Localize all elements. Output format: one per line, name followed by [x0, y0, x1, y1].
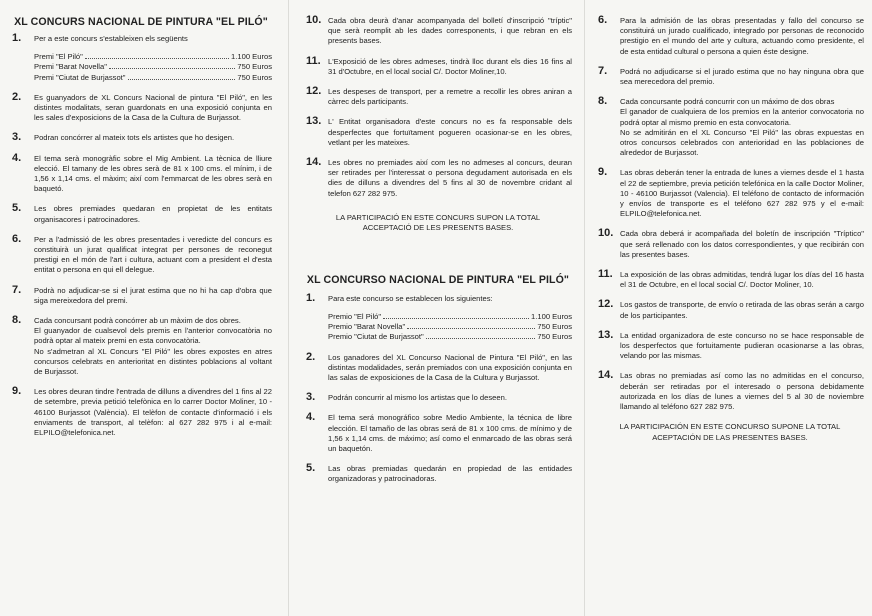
rule-text: Per a l'admissió de les obres presentades i veredicte del concurs es constituirà un jurat qualificat integrat per persones de reconegut prestigi en el món de l'art i cultura, actuant com a president el d'esta entitat o persona en qui ell delegue. — [34, 234, 272, 275]
spanish-rule-4 — [304, 413, 572, 454]
catalan-rule-8 — [10, 316, 272, 377]
rule-text: La exposición de las obras admitidas, tendrá lugar los días del 16 hasta el 31 de Octubre, en el local social C/. Doctor Moliner, 10. — [620, 270, 864, 290]
rule-text: Para este concurso se establecen los siguientes: — [328, 293, 493, 303]
rule-number: 12. — [306, 85, 322, 98]
catalan-rule-2 — [10, 90, 272, 124]
spanish-rule-11 — [596, 270, 864, 290]
prize-leader-dots — [128, 79, 236, 80]
prize-leader-dots — [426, 338, 536, 339]
prize-list — [34, 52, 272, 83]
rule-number: 4. — [12, 151, 22, 164]
rule-number: 13. — [598, 328, 614, 341]
rule-number: 13. — [306, 115, 322, 128]
catalan-rule-6 — [10, 232, 272, 276]
rule-number: 14. — [598, 369, 614, 382]
rule-text: Las obras no premiadas así como las no admitidas en el concurso, deberán ser retiradas por el interesado o persona debidamente autorizada en los días de lunes a viernes del 5 al 30 de noviembre llamando al teléfono 627 282 975. — [620, 371, 864, 412]
rule-text: Podran concórrer al mateix tots els artistes que ho desigen. — [34, 133, 235, 143]
prize-amount: 1.100 Euros — [231, 52, 272, 62]
prize-name: Premio "El Piló" — [328, 312, 382, 322]
rule-number: 10. — [598, 227, 614, 240]
column-spanish-2 — [596, 0, 864, 616]
rule-text: Podrá no adjudicarse si el jurado estima que no hay ninguna obra que sea merecedora del premio. — [620, 66, 864, 87]
rule-number: 5. — [12, 202, 22, 215]
rule-text: Cada concursant podrà concórrer ab un màxim de dos obres. El guanyador de cualsevol dels premis en l'anterior convocatòria no podrà optar al mateix premi en esta convocatòria. No s'admetran al XL Concurs "El Piló" les obres expostes en atres concursos celebrats en anterioritat en distintes poblacions al voltant de Burjassot. — [34, 316, 272, 377]
rule-number: 8. — [12, 314, 22, 327]
spanish-notice: LA PARTICIPACIÓN EN ESTE CONCURSO SUPONE LA TOTAL ACEPTACIÓN DE LAS PRESENTES BASES. — [619, 422, 841, 442]
rule-text: Cada concursante podrá concurrir con un máximo de dos obras El ganador de cualquiera de los premios en la anterior convocatoria no podrá optar al mismo premio en esta convocatoria. No se admitirán en el XL Concurso "El Piló" las obras expuestas en otros concursos celebrados con anterioridad en las poblaciones de alrededor de Burjassot. — [620, 97, 864, 158]
catalan-rule-10 — [304, 16, 572, 47]
prize-row — [34, 73, 272, 83]
catalan-rule-3 — [10, 133, 272, 143]
rule-text: Podrán concurrir al mismo los artistas que lo deseen. — [328, 393, 507, 403]
catalan-rule-12 — [304, 87, 572, 107]
prize-name: Premi "El Piló" — [34, 52, 83, 62]
column-divider — [288, 0, 289, 616]
prize-row — [34, 52, 272, 62]
rule-number: 10. — [306, 14, 322, 26]
spanish-rule-7 — [596, 64, 864, 87]
column-catalan-1 — [10, 0, 272, 616]
prize-row — [328, 322, 572, 332]
rule-text: Los ganadores del XL Concurso Nacional de Pintura "El Piló", en las distintas modalidades, serán premiados con una exposición conjunta en las salas de exposiciones de la Casa de la Cultura y Burjassot. — [328, 352, 572, 383]
rule-text: Les despeses de transport, per a remetre a recollir les obres aniran a càrrec dels participants. — [328, 87, 572, 107]
spanish-title: XL CONCURSO NACIONAL DE PINTURA "EL PILÓ" — [306, 273, 570, 286]
rule-number: 1. — [306, 291, 316, 304]
prize-name: Premi "Barat Novella" — [34, 62, 107, 72]
prize-name: Premi "Ciutat de Burjassot" — [34, 72, 126, 82]
catalan-rule-9 — [10, 387, 272, 438]
prize-list — [328, 312, 572, 343]
rule-number: 7. — [12, 283, 22, 296]
prize-amount: 750 Euros — [237, 72, 272, 82]
rule-number: 8. — [598, 95, 608, 108]
spanish-rule-12 — [596, 300, 864, 320]
spanish-rule-2 — [304, 350, 572, 384]
rule-number: 3. — [306, 391, 316, 404]
prize-amount: 750 Euros — [537, 332, 572, 342]
prize-leader-dots — [85, 58, 229, 59]
spanish-rule-1 — [304, 291, 572, 343]
rule-number: 11. — [598, 268, 613, 281]
prize-leader-dots — [109, 68, 235, 69]
catalan-notice: LA PARTICIPACIÓ EN ESTE CONCURS SUPON LA TOTAL ACCEPTACIÓ DE LES PRESENTS BASES. — [335, 212, 541, 233]
rule-number: 4. — [306, 411, 316, 424]
prize-amount: 1.100 Euros — [531, 312, 572, 322]
prize-row — [328, 332, 572, 342]
spanish-rule-3 — [304, 393, 572, 403]
rule-text: Es guanyadors de XL Concurs Nacional de pintura "El Piló", en les distintes modalitats, seran guardonats en una exposició conjunta en les sales d'exposicions de la Casa de la Cultura de Burjassot. — [34, 92, 272, 123]
catalan-rule-1 — [10, 34, 272, 83]
rule-number: 1. — [12, 32, 22, 44]
rule-number: 3. — [12, 131, 22, 144]
catalan-rule-4 — [10, 151, 272, 195]
prize-leader-dots — [407, 328, 535, 329]
rule-text: Per a este concurs s'estableixen els següents — [34, 34, 188, 43]
prize-row — [328, 312, 572, 322]
catalan-rule-11 — [304, 54, 572, 77]
rule-text: Para la admisión de las obras presentadas y fallo del concurso se constituirá un jurado cualificado, integrado por personas de reconocido prestigio en el mundo del arte y cultura, actuando como presidente, el de esta entidad cultural o persona a quien éste designe. — [620, 16, 864, 56]
rule-text: L' Entitat organisadora d'este concurs no es fa responsable dels desperfectes que fortuïtament pogueren ocasionar-se en les obres, vetlant per les mateixes. — [328, 117, 572, 147]
rule-number: 11. — [306, 54, 321, 67]
rule-text: Cada obra deberá ir acompañada del boletín de inscripción "Tríptico" que será rellenado con los datos correspondientes, y que recibirán con las presentes bases. — [620, 229, 864, 259]
spanish-rule-13 — [596, 328, 864, 362]
prize-amount: 750 Euros — [537, 322, 572, 332]
rule-text: Las obras deberán tener la entrada de lunes a viernes desde el 1 hasta el 22 de septiembre, previa petición telefónica en la calle Doctor Moliner, 10 - 46100 Burjassot (Valencia). El teléfono de contacto de información y envíos de transporte es el teléfono 627 282 975 y el e-mail: ELPILO@telefonica.net. — [620, 168, 864, 219]
spanish-rule-8 — [596, 97, 864, 158]
catalan-rule-7 — [10, 283, 272, 306]
spanish-rule-9 — [596, 168, 864, 219]
rule-number: 6. — [12, 232, 22, 245]
prize-leader-dots — [383, 318, 529, 319]
spanish-rule-10 — [596, 229, 864, 260]
rule-number: 2. — [306, 350, 316, 363]
rule-text: El tema serà monogràfic sobre el Mig Ambient. La tècnica de lliure elecció. El tamany de les obres serà de 81 x 100 cms. el mínim, i de 1,56 x 1,14 cms. el màxim; així com l'emmarcat de les obres serà en baquetó. — [34, 153, 272, 194]
catalan-rule-14 — [304, 158, 572, 199]
spanish-rule-14 — [596, 371, 864, 412]
rule-text: Les obres no premiades així com les no admeses al concurs, deuran ser retirades per l'interessat o persona degudament autorisada en els dies de dilluns a divendres del 5 fins al 30 de novembre cridant al telefon 627 282 975. — [328, 158, 572, 198]
rule-number: 5. — [306, 462, 316, 475]
rule-text: Cada obra deurà d'anar acompanyada del bolletí d'inscripció "tríptic" que serà reomplit ab les dades corresponents, i que rebran en els presents bases. — [328, 16, 572, 46]
rule-number: 7. — [598, 64, 608, 77]
rule-text: Las obras premiadas quedarán en propiedad de las entidades organizadoras y patrocinadoras. — [328, 464, 572, 484]
rule-text: Les obres premiades quedaran en propietat de les entitats organisacores i patrocinadores. — [34, 204, 272, 224]
column-catalan-2-spanish-1 — [304, 0, 572, 616]
column-divider — [584, 0, 585, 616]
rule-number: 6. — [598, 14, 608, 26]
rule-text: L'Exposició de les obres admeses, tindrà lloc durant els dies 16 fins al 31 d'Octubre, en el local social C/. Doctor Moliner,10. — [328, 56, 572, 76]
rule-number: 9. — [598, 166, 608, 179]
catalan-title: XL CONCURS NACIONAL DE PINTURA "EL PILÓ" — [14, 16, 268, 28]
rule-text: Los gastos de transporte, de envío o retirada de las obras serán a cargo de los participantes. — [620, 300, 864, 320]
prize-name: Premio "Ciutat de Burjassot" — [328, 332, 424, 342]
prize-row — [34, 62, 272, 72]
rule-text: La entidad organizadora de este concurso no se hace responsable de los desperfectos que fortuitamente pudieran ocasionarse a las obras, velando por las mismas. — [620, 330, 864, 361]
catalan-rule-13 — [304, 117, 572, 148]
rule-number: 2. — [12, 90, 22, 103]
rule-text: El tema será monográfico sobre Medio Ambiente, la técnica de libre elección. El tamaño de las obras será de 81 x 100 cms. de mínimo y de 1,56 x 1,14 cms. de máximo; así como el enmarcado de las obras será un baquetón. — [328, 413, 572, 454]
rule-text: Podrà no adjudicar-se si el jurat estima que no hi ha cap d'obra que siga mereixedora del premi. — [34, 285, 272, 305]
rule-number: 12. — [598, 298, 614, 311]
rule-number: 9. — [12, 385, 22, 398]
catalan-rule-5 — [10, 204, 272, 224]
rule-number: 14. — [306, 156, 322, 169]
prize-name: Premio "Barat Novella" — [328, 322, 406, 332]
rule-text: Les obres deuran tindre l'entrada de dilluns a divendres del 1 fins al 22 de setembre, previa petició telefònica en lo carrer Doctor Moliner, 10 - 46100 Burjassot (València). El telèfon de contacte d'informació i els enviaments de transport, al telèfon: al 627 282 975 i al e-mail: ELPILO@telefonica.net. — [34, 387, 272, 438]
spanish-rule-6 — [596, 16, 864, 57]
prize-amount: 750 Euros — [237, 62, 272, 72]
spanish-rule-5 — [304, 464, 572, 484]
